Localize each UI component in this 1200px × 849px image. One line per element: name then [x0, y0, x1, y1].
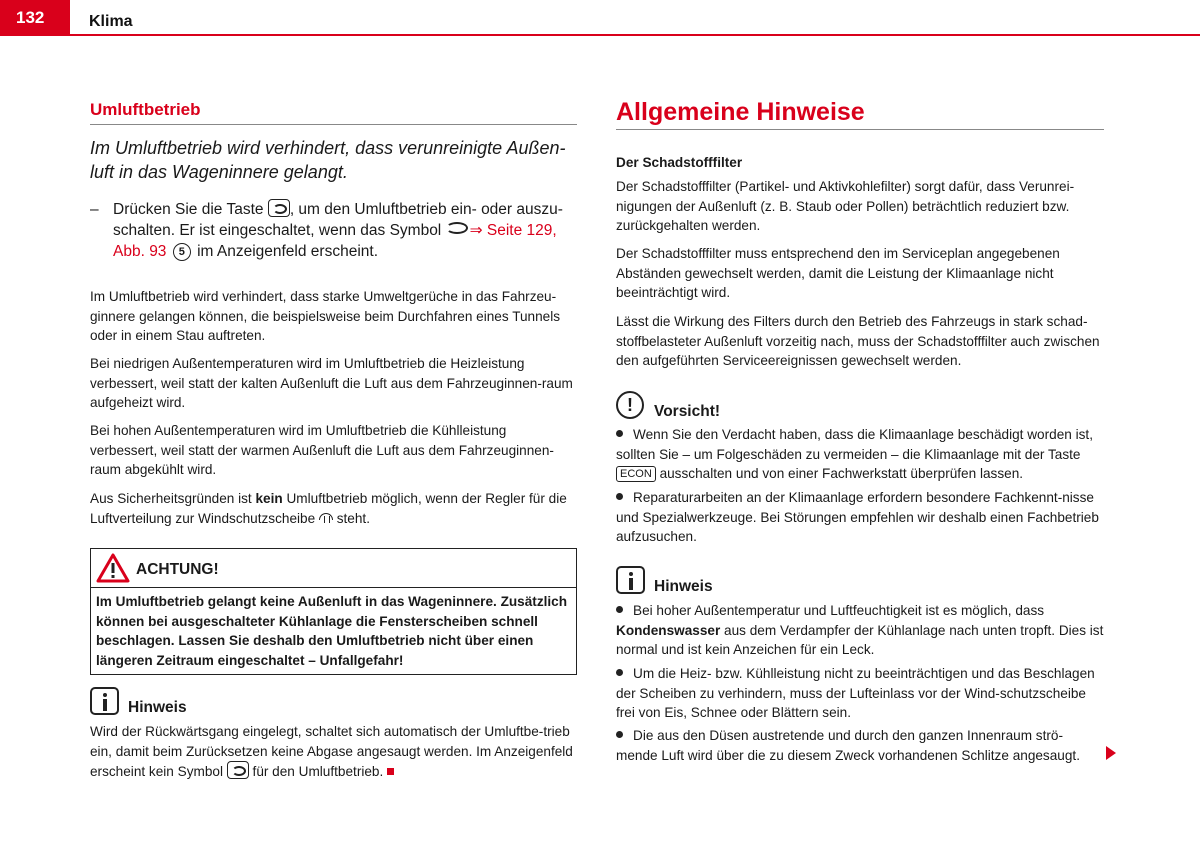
page-reference-link[interactable]: ⇒ Seite 129, Abb. 93	[113, 222, 557, 260]
safety-text-post: steht.	[336, 510, 370, 526]
note-text-left-2: für den Umluftbetrieb.	[252, 764, 384, 779]
callout-number: 5	[173, 243, 191, 261]
step-dash: –	[90, 201, 99, 218]
recirculation-button-icon	[268, 199, 290, 217]
caution-label: Vorsicht!	[654, 403, 721, 420]
safety-text-pre: Aus Sicherheitsgründen ist	[90, 491, 252, 506]
header-rule	[70, 34, 1200, 36]
note-bullet-2-text: Um die Heiz- bzw. Kühlleistung nicht zu beeinträchtigen und das Beschlagen der Scheiben zu verhindern, muss der Lufteinlass vor der Wind-schutzscheibe frei von Eis, Schnee oder Blättern sein.	[616, 666, 1095, 720]
warning-text: Im Umluftbetrieb gelangt keine Außenluft in das Wageninnere. Zusätzlich können bei ausgeschalteter Kühlanlage die Fensterscheiben schnell beschlagen. Lassen Sie deshalb den Umluftbetrieb nicht über einen längeren Zeitraum eingeschaltet – Unfallgefahr!	[96, 594, 568, 668]
step-text-1: Drücken Sie die Taste	[113, 201, 264, 218]
step-text-3: im Anzeigenfeld erscheint.	[197, 243, 378, 260]
note-text-left-1: Wird der Rückwärtsgang eingelegt, schaltet sich automatisch der Umluftbe-trieb ein, damit beim Zurücksetzen keine Abgase angesaugt werden. Im Anzeigenfeld erscheint kein Symbol	[90, 724, 573, 779]
note-bullet-3-text: Die aus den Düsen austretende und durch den ganzen Innenraum strö-mende Luft wird über die zu diesem Zweck vorhandenen Schlitze angesaugt.	[616, 728, 1080, 763]
bullet-dot	[616, 669, 623, 676]
paragraph-cooling: Bei hohen Außentemperaturen wird im Umluftbetrieb die Kühlleistung verbessert, weil statt der warmen Außenluft die Luft aus dem Fahrzeuginnen-raum abgekühlt wird.	[90, 423, 554, 477]
instruction-step	[90, 199, 577, 262]
note-bullet-1-bold: Kondenswasser	[616, 622, 721, 638]
step-text-2: , um den Umluftbetrieb ein- oder auszu-schalten. Er ist eingeschaltet, wenn das Symbol	[113, 201, 563, 239]
warning-box	[90, 548, 577, 675]
info-icon	[616, 566, 645, 594]
section-end-marker	[387, 768, 394, 775]
bullet-dot	[616, 493, 623, 500]
info-icon	[90, 687, 119, 715]
caution-bullet-1-text-b: ausschalten und von einer Fachwerkstatt überprüfen lassen.	[659, 466, 1024, 481]
caution-bullet-2-text: Reparaturarbeiten an der Klimaanlage erfordern besondere Fachkennt-nisse und Spezialwerkzeuge. Bei Störungen empfehlen wir deshalb einen Fachbetrieb aufzusuchen.	[616, 490, 1099, 544]
note-bullet-1-text-b: aus dem Verdampfer der Kühlanlage nach unten tropft. Dies ist normal und ist kein Anzeichen für ein Leck.	[616, 622, 1104, 657]
caution-bullet-1-text-a: Wenn Sie den Verdacht haben, dass die Klimaanlage beschädigt worden ist, sollten Sie – um Folgeschäden zu vermeiden – die Klimaanlage mit der Taste	[616, 427, 1093, 462]
note-label-left: Hinweis	[128, 699, 187, 716]
exclamation-icon: !	[616, 391, 644, 419]
warning-header	[91, 549, 576, 588]
section-title-umluftbetrieb: Umluftbetrieb	[90, 100, 577, 125]
caution-bullet-1	[616, 425, 1104, 484]
recirculation-button-icon-small	[227, 761, 249, 779]
paragraph-odors: Im Umluftbetrieb wird verhindert, dass starke Umweltgerüche in das Fahrzeu-ginnere gelangen können, die beispielsweise beim Durchfahren eines Tunnels oder in einem Stau auftreten.	[90, 289, 561, 343]
page-header	[0, 0, 1200, 38]
bullet-dot	[616, 430, 623, 437]
note-text-left	[90, 722, 577, 782]
safety-text-bold: kein	[255, 491, 283, 506]
caution-bullet-2	[616, 488, 1104, 547]
warning-label: ACHTUNG!	[136, 561, 219, 578]
page-number: 132	[0, 0, 70, 36]
note-label-right: Hinweis	[654, 578, 713, 595]
chapter-title: Klima	[89, 13, 133, 30]
filter-paragraph-3: Lässt die Wirkung des Filters durch den Betrieb des Fahrzeugs in stark schad-stoffbelasteter Außenluft vorzeitig nach, muss der Schadstofffilter auch zwischen den aufgeführten Serviceereignissen gewechselt werden.	[616, 314, 1100, 368]
filter-paragraph-1: Der Schadstofffilter (Partikel- und Aktivkohlefilter) sorgt dafür, dass Verunrei-nigungen der Außenluft (z. B. Staub oder Pollen) beträchtlich reduziert bzw. zurückgehalten werden.	[616, 179, 1075, 233]
note-bullet-3	[616, 726, 1104, 765]
continue-arrow-icon	[1106, 746, 1116, 760]
filter-heading: Der Schadstofffilter	[616, 155, 743, 170]
note-bullet-1	[616, 601, 1104, 660]
recirculation-symbol-icon	[446, 222, 468, 234]
section-title-allgemeine-hinweise: Allgemeine Hinweise	[616, 98, 1104, 130]
paragraph-safety	[90, 489, 577, 528]
bullet-dot	[616, 731, 623, 738]
econ-button-icon: ECON	[616, 466, 656, 482]
filter-paragraph-2: Der Schadstofffilter muss entsprechend den im Serviceplan angegebenen Abständen gewechselt werden, damit die Leistung der Klimaanlage nicht beeinträchtigt wird.	[616, 246, 1060, 300]
paragraph-heating: Bei niedrigen Außentemperaturen wird im Umluftbetrieb die Heizleistung verbessert, weil statt der kalten Außenluft die Luft aus dem Fahrzeuginnen-raum aufgeheizt wird.	[90, 356, 573, 410]
lead-text: Im Umluftbetrieb wird verhindert, dass verunreinigte Außen-luft in das Wageninnere gelangt.	[90, 138, 566, 182]
safety-text-mid: Umluftbetrieb möglich, wenn der Regler für die Luftverteilung zur Windschutzscheibe	[90, 491, 567, 526]
windshield-defrost-icon	[319, 512, 333, 524]
warning-triangle-icon	[96, 553, 130, 583]
bullet-dot	[616, 606, 623, 613]
note-bullet-2	[616, 664, 1104, 723]
note-bullet-1-text-a: Bei hoher Außentemperatur und Luftfeuchtigkeit ist es möglich, dass	[633, 603, 1045, 618]
